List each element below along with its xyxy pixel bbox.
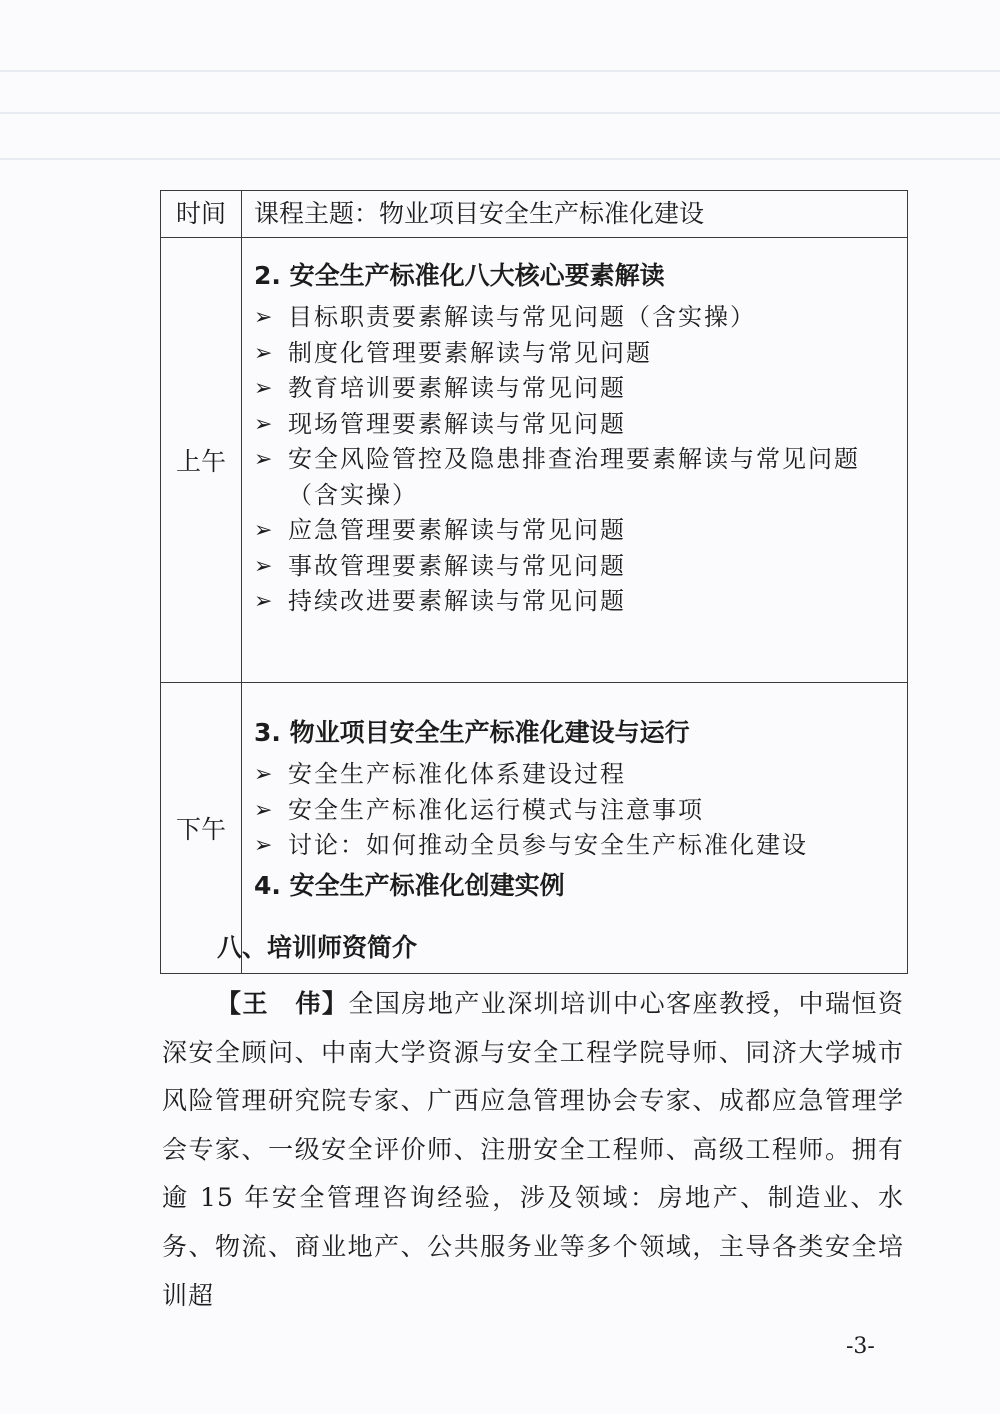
- topic-header: 课程主题：物业项目安全生产标准化建设: [242, 191, 908, 238]
- item-text: 安全风险管控及隐患排查治理要素解读与常见问题（含实操）: [288, 445, 860, 509]
- item-text: 目标职责要素解读与常见问题（含实操）: [288, 303, 756, 331]
- list-item: [254, 584, 907, 620]
- arrow-bullet-icon: ➢: [254, 833, 275, 858]
- morning-label: 上午: [161, 238, 242, 683]
- morning-row: [161, 238, 908, 683]
- arrow-bullet-icon: ➢: [254, 305, 275, 330]
- arrow-bullet-icon: ➢: [254, 447, 275, 472]
- item-text: 安全生产标准化运行模式与注意事项: [288, 795, 704, 824]
- list-item: [254, 793, 907, 829]
- arrow-bullet-icon: ➢: [254, 376, 275, 401]
- item-text: 应急管理要素解读与常见问题: [288, 516, 626, 544]
- trainer-section-heading: 八、培训师资简介: [217, 933, 418, 962]
- arrow-bullet-icon: ➢: [254, 589, 275, 614]
- section-title-4: 4. 安全生产标准化创建实例: [254, 870, 565, 900]
- time-header: 时间: [161, 191, 242, 238]
- morning-content: [242, 238, 908, 683]
- item-text: 安全生产标准化体系建设过程: [288, 760, 626, 788]
- list-item: [254, 549, 907, 585]
- list-item: [254, 442, 907, 513]
- morning-items: [254, 300, 907, 620]
- trainer-bio: [162, 980, 904, 1320]
- item-text: 教育培训要素解读与常见问题: [288, 374, 626, 402]
- item-text: 事故管理要素解读与常见问题: [288, 551, 626, 580]
- item-text: 制度化管理要素解读与常见问题: [288, 338, 652, 367]
- afternoon-items: [254, 757, 907, 864]
- scan-artifact: [0, 70, 1000, 72]
- arrow-bullet-icon: ➢: [254, 518, 275, 543]
- arrow-bullet-icon: ➢: [254, 340, 275, 366]
- table-header-row: [161, 191, 908, 238]
- list-item: [254, 513, 907, 549]
- list-item: [254, 336, 907, 372]
- list-item: [254, 300, 907, 336]
- arrow-bullet-icon: ➢: [254, 553, 275, 579]
- item-text: 持续改进要素解读与常见问题: [288, 587, 626, 615]
- arrow-bullet-icon: ➢: [254, 411, 275, 437]
- list-item: [254, 371, 907, 407]
- list-item: [254, 828, 907, 864]
- arrow-bullet-icon: ➢: [254, 797, 275, 823]
- scan-artifact: [0, 112, 1000, 114]
- section-title-2: 2. 安全生产标准化八大核心要素解读: [254, 261, 665, 290]
- list-item: [254, 757, 907, 793]
- arrow-bullet-icon: ➢: [254, 762, 275, 787]
- item-text: 讨论：如何推动全员参与安全生产标准化建设: [288, 831, 808, 859]
- section-title-3: 3. 物业项目安全生产标准化建设与运行: [254, 718, 690, 747]
- afternoon-label: 下午: [161, 683, 242, 974]
- list-item: [254, 407, 907, 443]
- trainer-name: 【王 伟】: [216, 989, 349, 1018]
- scan-artifact: [0, 158, 1000, 160]
- item-text: 现场管理要素解读与常见问题: [288, 409, 626, 438]
- page-number: -3-: [846, 1334, 875, 1359]
- course-schedule-table: [160, 190, 908, 974]
- trainer-bio-text: 全国房地产业深圳培训中心客座教授，中瑞恒资深安全顾问、中南大学资源与安全工程学院导师、同济大学城市风险管理研究院专家、广西应急管理协会专家、成都应急管理学会专家、一级安全评价师、注册安全工程师、高级工程师。拥有逾 15 年安全管理咨询经验，涉及领域：房地产、制造业、水务、物流、商业地产、公共服务业等多个领域，主导各类安全培训超: [162, 989, 904, 1310]
